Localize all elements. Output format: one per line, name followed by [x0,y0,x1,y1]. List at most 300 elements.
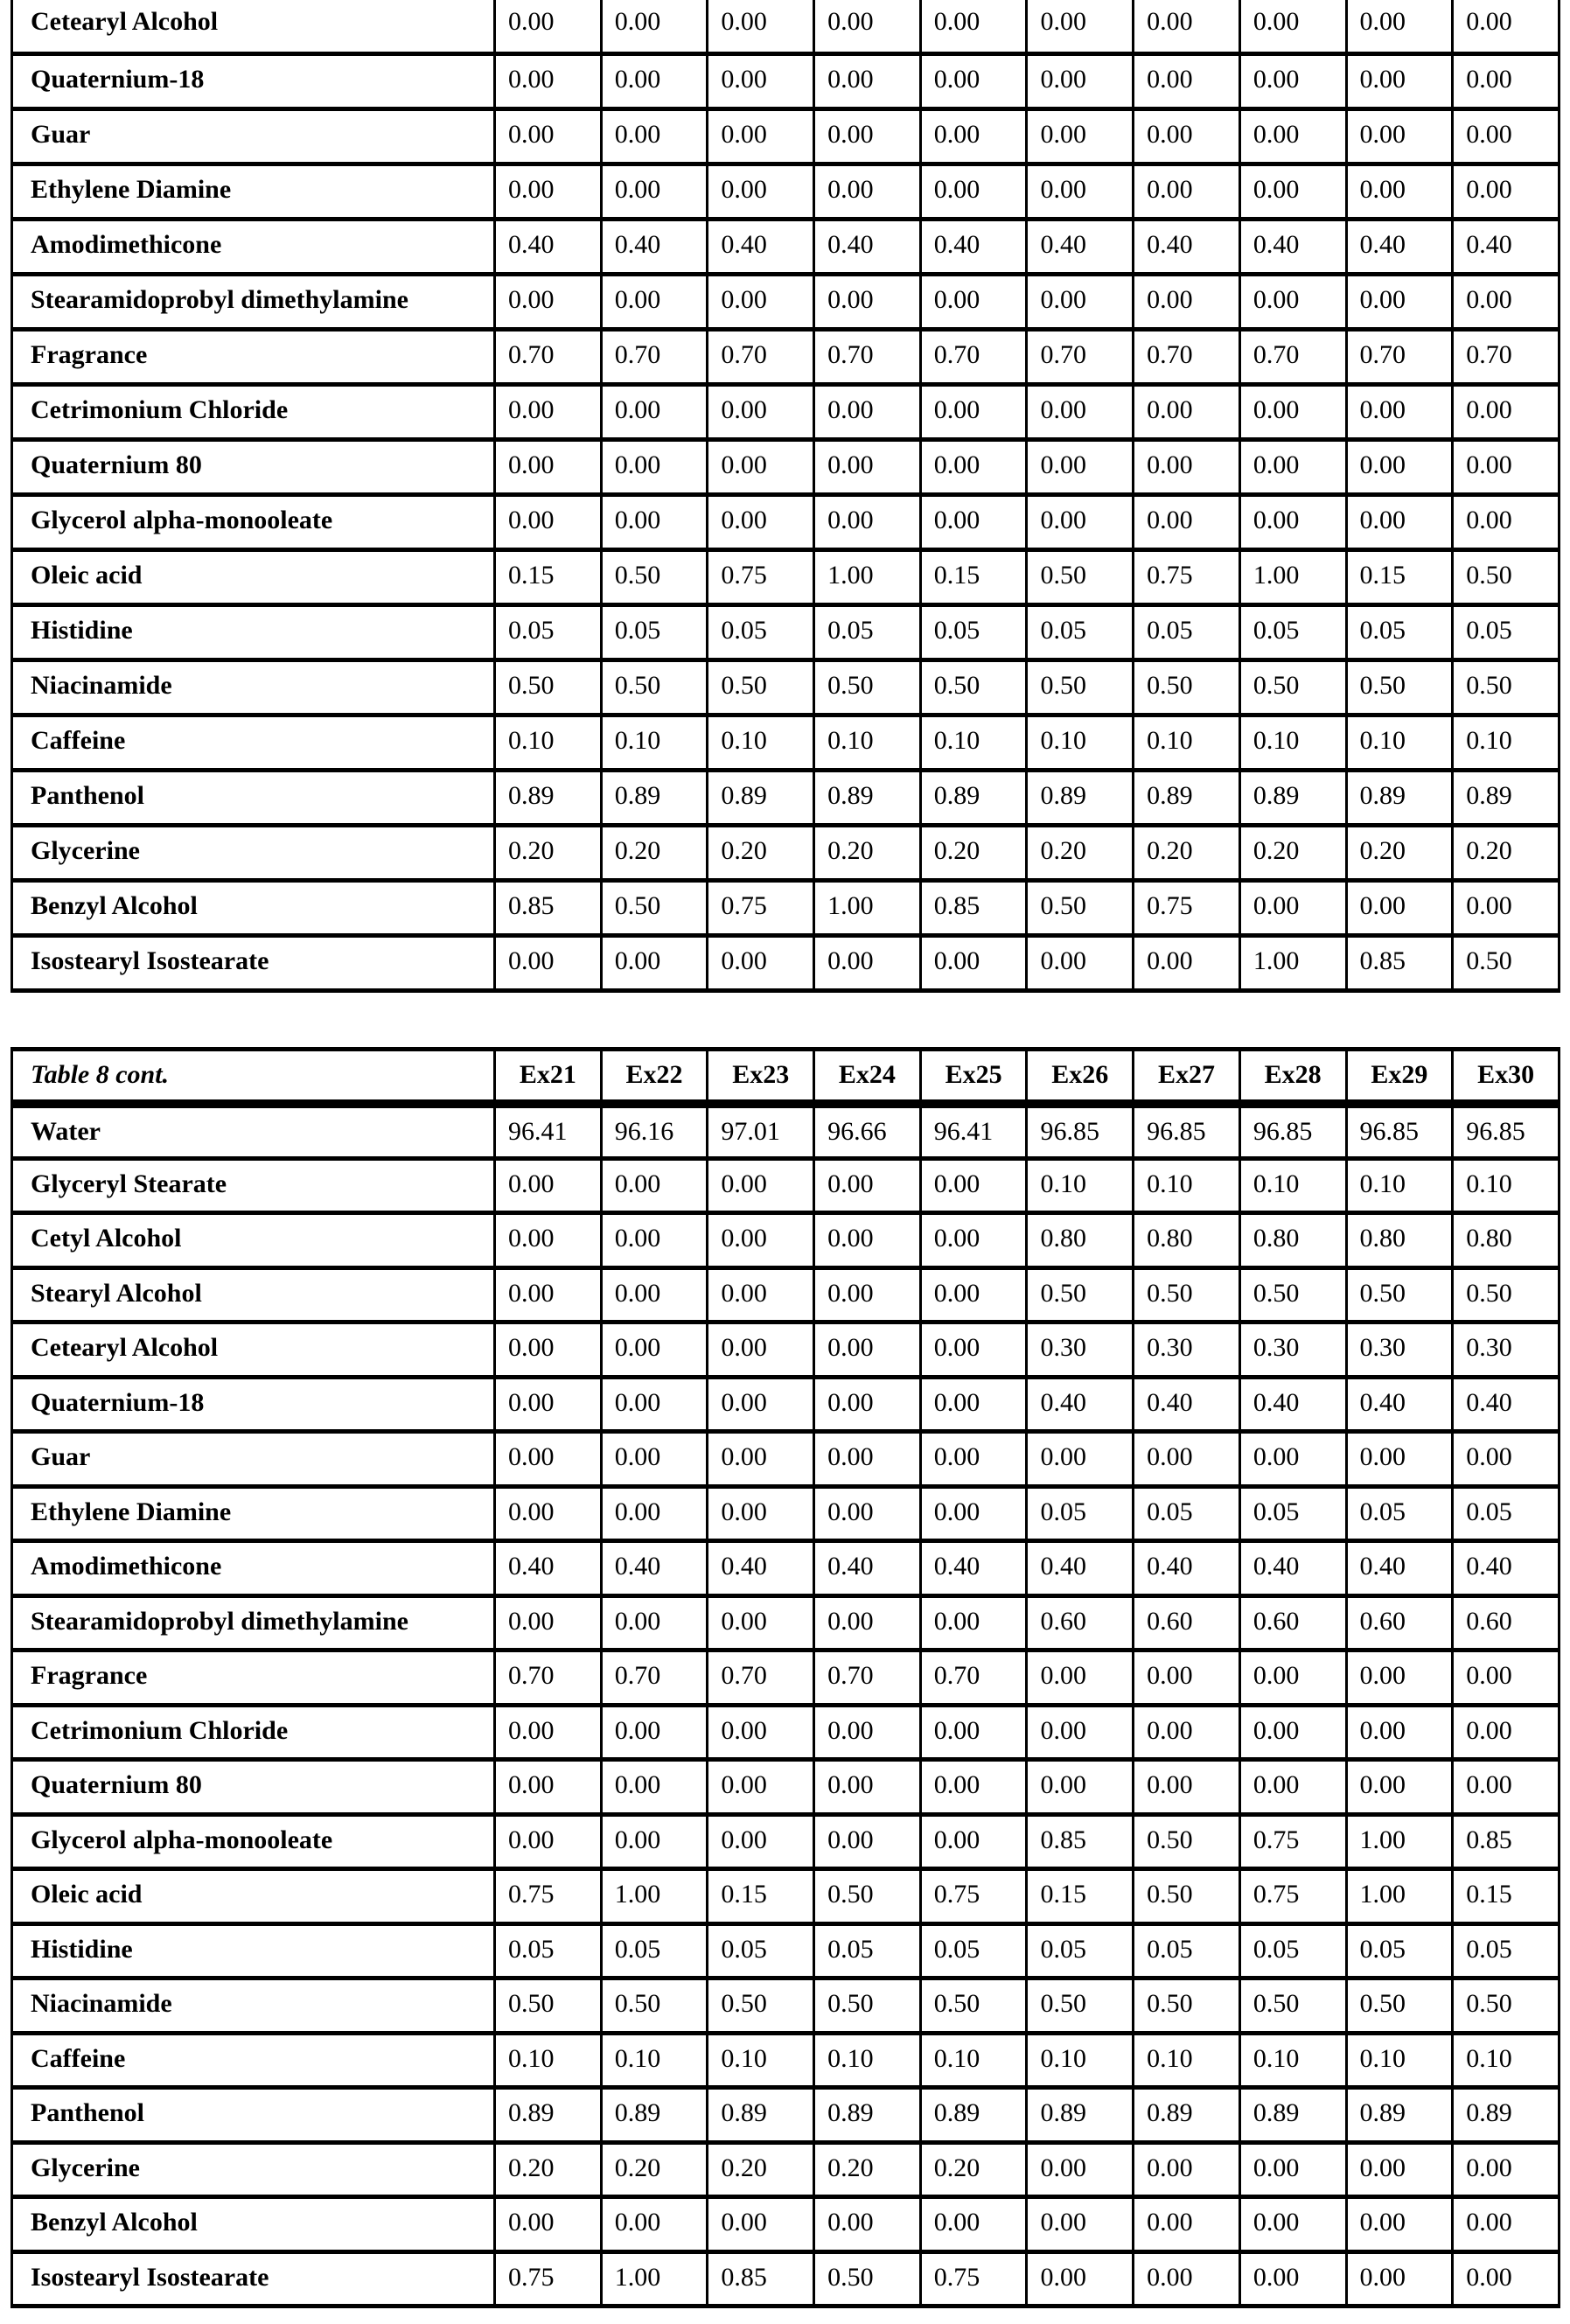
value-cell: 0.60 [1239,1595,1346,1651]
ingredient-label: Guar [12,1432,495,1487]
value-cell: 0.89 [601,770,708,825]
value-cell: 0.00 [601,274,708,329]
value-cell: 96.41 [495,1104,602,1159]
value-cell: 0.05 [1027,1486,1134,1541]
value-cell: 0.05 [1134,1486,1240,1541]
ingredient-label: Quaternium 80 [12,1760,495,1815]
value-cell: 0.00 [1346,0,1453,53]
table-row [12,2142,1560,2197]
value-cell: 0.00 [601,1158,708,1213]
value-cell: 0.00 [920,1705,1027,1760]
value-cell: 0.05 [601,604,708,660]
value-cell: 0.00 [495,1595,602,1651]
value-cell: 0.10 [1346,715,1453,770]
ingredient-label: Oleic acid [12,549,495,604]
value-cell: 0.05 [920,1923,1027,1979]
value-cell: 0.50 [1134,1869,1240,1924]
value-cell: 0.00 [1346,2197,1453,2252]
value-cell: 0.40 [495,1541,602,1596]
value-cell: 0.05 [1453,1486,1560,1541]
value-cell: 0.00 [495,0,602,53]
value-cell: 0.40 [1346,219,1453,274]
value-cell: 0.10 [1239,1158,1346,1213]
value-cell: 1.00 [1346,1869,1453,1924]
value-cell: 0.00 [920,1432,1027,1487]
value-cell: 0.40 [1027,219,1134,274]
value-cell: 0.00 [1453,0,1560,53]
ingredient-label: Oleic acid [12,1869,495,1924]
value-cell: 1.00 [1239,549,1346,604]
value-cell: 0.00 [814,2197,921,2252]
value-cell: 0.20 [814,825,921,880]
value-cell: 0.05 [708,604,814,660]
value-cell: 0.00 [1239,1705,1346,1760]
value-cell: 0.00 [708,1377,814,1432]
value-cell: 0.75 [495,2251,602,2307]
value-cell: 0.00 [1239,439,1346,494]
value-cell: 0.00 [1239,880,1346,935]
value-cell: 0.15 [1453,1869,1560,1924]
value-cell: 0.40 [920,219,1027,274]
ingredient-label: Fragrance [12,329,495,384]
value-cell: 0.89 [814,2088,921,2143]
value-cell: 0.00 [708,1486,814,1541]
table-row [12,1158,1560,1213]
value-cell: 0.00 [1453,1432,1560,1487]
ingredient-label: Glyceryl Stearate [12,1158,495,1213]
value-cell: 0.20 [1239,825,1346,880]
value-cell: 0.00 [708,1595,814,1651]
value-cell: 0.00 [601,0,708,53]
value-cell: 0.50 [1239,1979,1346,2034]
value-cell: 0.00 [1453,108,1560,164]
ingredient-label: Cetearyl Alcohol [12,0,495,53]
value-cell: 0.05 [1027,604,1134,660]
value-cell: 0.15 [495,549,602,604]
value-cell: 0.00 [1453,2251,1560,2307]
value-cell: 0.40 [495,219,602,274]
value-cell: 0.70 [495,1651,602,1706]
ingredient-label: Glycerine [12,2142,495,2197]
value-cell: 0.00 [1453,880,1560,935]
value-cell: 0.10 [1453,1158,1560,1213]
value-cell: 0.10 [708,715,814,770]
value-cell: 0.00 [814,1486,921,1541]
ingredient-label: Glycerol alpha-monooleate [12,1814,495,1869]
column-header: Ex28 [1239,1050,1346,1104]
value-cell: 0.50 [814,1869,921,1924]
value-cell: 0.50 [1453,935,1560,990]
value-cell: 0.50 [1134,1979,1240,2034]
value-cell: 0.00 [1453,1760,1560,1815]
value-cell: 0.00 [601,935,708,990]
value-cell: 0.00 [1134,494,1240,549]
ingredient-label: Caffeine [12,2033,495,2088]
value-cell: 0.00 [495,1323,602,1378]
value-cell: 0.10 [1027,2033,1134,2088]
value-cell: 0.00 [1027,384,1134,439]
value-cell: 0.00 [1027,1760,1134,1815]
value-cell: 0.00 [1346,2142,1453,2197]
value-cell: 0.00 [601,494,708,549]
value-cell: 0.89 [1346,770,1453,825]
ingredient-label: Stearamidoprobyl dimethylamine [12,1595,495,1651]
value-cell: 0.60 [1027,1595,1134,1651]
value-cell: 0.50 [1134,1267,1240,1323]
value-cell: 0.00 [708,494,814,549]
value-cell: 0.85 [1346,935,1453,990]
value-cell: 0.00 [495,935,602,990]
value-cell: 0.10 [1134,2033,1240,2088]
table-row [12,219,1560,274]
ingredient-label: Water [12,1104,495,1159]
value-cell: 0.00 [920,1267,1027,1323]
value-cell: 0.00 [1453,164,1560,219]
value-cell: 0.00 [708,1705,814,1760]
value-cell: 0.00 [814,1267,921,1323]
value-cell: 0.10 [601,2033,708,2088]
table-body [12,1104,1560,2307]
value-cell: 0.00 [1027,2142,1134,2197]
value-cell: 0.00 [1346,1432,1453,1487]
value-cell: 96.16 [601,1104,708,1159]
value-cell: 0.50 [601,660,708,715]
value-cell: 0.00 [1346,384,1453,439]
value-cell: 0.40 [708,219,814,274]
table-row [12,1541,1560,1596]
value-cell: 0.00 [495,1486,602,1541]
value-cell: 0.50 [814,1979,921,2034]
value-cell: 0.10 [708,2033,814,2088]
value-cell: 0.00 [708,164,814,219]
value-cell: 0.75 [1239,1869,1346,1924]
value-cell: 0.30 [1027,1323,1134,1378]
value-cell: 0.70 [708,1651,814,1706]
value-cell: 0.00 [601,1814,708,1869]
value-cell: 0.00 [708,1267,814,1323]
value-cell: 0.00 [495,274,602,329]
value-cell: 0.00 [708,1432,814,1487]
value-cell: 0.85 [1453,1814,1560,1869]
value-cell: 0.05 [1453,1923,1560,1979]
column-header: Ex21 [495,1050,602,1104]
value-cell: 0.70 [920,1651,1027,1706]
value-cell: 0.00 [814,274,921,329]
value-cell: 0.00 [814,1814,921,1869]
value-cell: 0.75 [708,549,814,604]
column-header: Ex30 [1453,1050,1560,1104]
value-cell: 0.05 [1346,604,1453,660]
table-row [12,164,1560,219]
value-cell: 0.00 [708,384,814,439]
value-cell: 0.00 [708,53,814,108]
table-row [12,274,1560,329]
value-cell: 0.60 [1134,1595,1240,1651]
value-cell: 0.00 [1134,0,1240,53]
value-cell: 0.70 [814,1651,921,1706]
ingredient-label: Niacinamide [12,1979,495,2034]
value-cell: 0.70 [708,329,814,384]
value-cell: 0.05 [920,604,1027,660]
value-cell: 0.05 [1027,1923,1134,1979]
value-cell: 0.20 [708,2142,814,2197]
value-cell: 0.89 [601,2088,708,2143]
value-cell: 0.50 [1239,1267,1346,1323]
value-cell: 0.89 [1453,2088,1560,2143]
value-cell: 0.00 [814,1377,921,1432]
column-header: Ex25 [920,1050,1027,1104]
table-row [12,880,1560,935]
value-cell: 0.00 [601,1432,708,1487]
value-cell: 0.00 [1346,1760,1453,1815]
ingredient-label: Quaternium 80 [12,439,495,494]
value-cell: 0.05 [1239,604,1346,660]
value-cell: 0.00 [601,1595,708,1651]
value-cell: 0.00 [601,1486,708,1541]
value-cell: 0.05 [495,604,602,660]
value-cell: 0.00 [1453,2197,1560,2252]
value-cell: 0.00 [1453,53,1560,108]
value-cell: 0.00 [601,384,708,439]
value-cell: 0.00 [1134,2251,1240,2307]
value-cell: 0.05 [601,1923,708,1979]
value-cell: 0.80 [1027,1213,1134,1268]
value-cell: 0.50 [1346,1979,1453,2034]
value-cell: 0.00 [814,1323,921,1378]
value-cell: 0.00 [920,494,1027,549]
value-cell: 0.00 [495,1760,602,1815]
value-cell: 0.70 [920,329,1027,384]
table-row [12,715,1560,770]
ingredient-label: Stearyl Alcohol [12,1267,495,1323]
value-cell: 0.00 [1239,1760,1346,1815]
value-cell: 0.75 [920,2251,1027,2307]
value-cell: 0.20 [1027,825,1134,880]
value-cell: 0.00 [708,1158,814,1213]
table-title: Table 8 cont. [12,1050,495,1104]
value-cell: 0.00 [920,53,1027,108]
value-cell: 0.10 [1346,2033,1453,2088]
ingredient-label: Panthenol [12,2088,495,2143]
ingredient-label: Panthenol [12,770,495,825]
ingredient-label: Cetrimonium Chloride [12,384,495,439]
value-cell: 0.89 [1239,2088,1346,2143]
value-cell: 0.70 [1027,329,1134,384]
value-cell: 0.89 [1134,770,1240,825]
value-cell: 0.80 [1346,1213,1453,1268]
value-cell: 0.20 [601,2142,708,2197]
value-cell: 0.89 [708,770,814,825]
value-cell: 0.40 [1453,219,1560,274]
value-cell: 0.00 [708,1814,814,1869]
value-cell: 0.50 [708,660,814,715]
table-row [12,825,1560,880]
value-cell: 0.40 [1239,1377,1346,1432]
value-cell: 0.40 [814,219,921,274]
value-cell: 0.00 [1239,0,1346,53]
value-cell: 0.00 [708,108,814,164]
table-row [12,494,1560,549]
value-cell: 0.89 [1346,2088,1453,2143]
value-cell: 0.05 [1239,1923,1346,1979]
value-cell: 0.80 [1239,1213,1346,1268]
value-cell: 0.40 [1346,1541,1453,1596]
value-cell: 0.00 [1346,53,1453,108]
value-cell: 0.10 [1453,2033,1560,2088]
value-cell: 0.20 [1134,825,1240,880]
value-cell: 0.50 [1134,1814,1240,1869]
value-cell: 0.00 [495,108,602,164]
value-cell: 0.10 [920,715,1027,770]
value-cell: 0.00 [1346,1651,1453,1706]
table-row [12,935,1560,990]
table-row [12,384,1560,439]
table-row [12,1323,1560,1378]
value-cell: 0.20 [1346,825,1453,880]
value-cell: 0.00 [920,1323,1027,1378]
value-cell: 0.00 [1239,494,1346,549]
value-cell: 0.40 [1134,1377,1240,1432]
value-cell: 0.20 [814,2142,921,2197]
table-row [12,549,1560,604]
value-cell: 0.40 [601,219,708,274]
value-cell: 0.40 [1027,1541,1134,1596]
value-cell: 0.00 [1346,880,1453,935]
value-cell: 0.00 [920,0,1027,53]
value-cell: 0.00 [495,1377,602,1432]
value-cell: 0.00 [1346,1705,1453,1760]
value-cell: 0.00 [814,1432,921,1487]
ingredient-label: Fragrance [12,1651,495,1706]
value-cell: 0.40 [920,1541,1027,1596]
value-cell: 0.30 [1239,1323,1346,1378]
value-cell: 0.00 [814,1158,921,1213]
value-cell: 0.05 [1453,604,1560,660]
value-cell: 0.70 [814,329,921,384]
value-cell: 0.40 [1239,219,1346,274]
value-cell: 0.00 [920,1814,1027,1869]
value-cell: 0.15 [920,549,1027,604]
value-cell: 0.00 [1027,1651,1134,1706]
value-cell: 0.10 [814,2033,921,2088]
ingredient-label: Quaternium-18 [12,1377,495,1432]
value-cell: 0.40 [1134,1541,1240,1596]
value-cell: 0.00 [601,2197,708,2252]
value-cell: 0.00 [920,274,1027,329]
value-cell: 0.89 [1027,770,1134,825]
value-cell: 0.70 [1453,329,1560,384]
table-row [12,2251,1560,2307]
value-cell: 0.50 [814,660,921,715]
table-row [12,1979,1560,2034]
value-cell: 0.89 [1453,770,1560,825]
value-cell: 0.00 [1239,1651,1346,1706]
value-cell: 0.00 [814,1760,921,1815]
ingredient-label: Ethylene Diamine [12,164,495,219]
value-cell: 0.00 [1134,1432,1240,1487]
value-cell: 0.50 [814,2251,921,2307]
value-cell: 0.00 [708,1323,814,1378]
ingredient-label: Glycerine [12,825,495,880]
ingredient-label: Cetyl Alcohol [12,1213,495,1268]
value-cell: 0.05 [814,604,921,660]
value-cell: 0.00 [920,935,1027,990]
ingredient-label: Benzyl Alcohol [12,880,495,935]
value-cell: 1.00 [601,2251,708,2307]
value-cell: 0.85 [708,2251,814,2307]
value-cell: 0.00 [601,1377,708,1432]
value-cell: 0.00 [495,164,602,219]
value-cell: 0.00 [1027,439,1134,494]
value-cell: 0.70 [601,329,708,384]
value-cell: 0.00 [708,274,814,329]
table-row [12,2033,1560,2088]
value-cell: 0.50 [601,1979,708,2034]
table-row [12,1432,1560,1487]
value-cell: 1.00 [1346,1814,1453,1869]
value-cell: 0.00 [1027,274,1134,329]
value-cell: 0.05 [495,1923,602,1979]
value-cell: 0.89 [495,2088,602,2143]
value-cell: 0.00 [1239,2197,1346,2252]
table-row [12,1923,1560,1979]
value-cell: 0.30 [1453,1323,1560,1378]
ingredient-label: Benzyl Alcohol [12,2197,495,2252]
table-row [12,1760,1560,1815]
value-cell: 0.10 [1453,715,1560,770]
value-cell: 0.10 [1239,2033,1346,2088]
value-cell: 0.10 [601,715,708,770]
value-cell: 0.40 [1239,1541,1346,1596]
value-cell: 1.00 [814,880,921,935]
value-cell: 0.00 [495,1267,602,1323]
value-cell: 0.00 [920,164,1027,219]
value-cell: 0.15 [1346,549,1453,604]
value-cell: 0.00 [495,439,602,494]
value-cell: 0.00 [920,1213,1027,1268]
value-cell: 96.85 [1453,1104,1560,1159]
value-cell: 0.00 [814,1595,921,1651]
value-cell: 0.00 [920,439,1027,494]
value-cell: 0.50 [1027,1267,1134,1323]
value-cell: 0.75 [495,1869,602,1924]
value-cell: 0.00 [495,1432,602,1487]
value-cell: 0.00 [708,439,814,494]
value-cell: 0.00 [601,439,708,494]
value-cell: 0.70 [1346,329,1453,384]
value-cell: 0.50 [495,1979,602,2034]
value-cell: 0.00 [1239,384,1346,439]
value-cell: 0.00 [495,384,602,439]
value-cell: 96.85 [1134,1104,1240,1159]
value-cell: 0.00 [1134,439,1240,494]
ingredient-label: Amodimethicone [12,1541,495,1596]
formulation-table-continued-top [10,0,1560,993]
value-cell: 0.00 [814,108,921,164]
value-cell: 0.00 [814,0,921,53]
value-cell: 0.75 [1239,1814,1346,1869]
value-cell: 0.10 [1134,715,1240,770]
table-row [12,0,1560,53]
value-cell: 0.89 [920,770,1027,825]
value-cell: 0.05 [814,1923,921,1979]
value-cell: 0.00 [1346,2251,1453,2307]
value-cell: 0.00 [1027,1705,1134,1760]
value-cell: 0.00 [1134,164,1240,219]
value-cell: 0.40 [1027,1377,1134,1432]
table-row [12,1267,1560,1323]
value-cell: 0.00 [814,935,921,990]
